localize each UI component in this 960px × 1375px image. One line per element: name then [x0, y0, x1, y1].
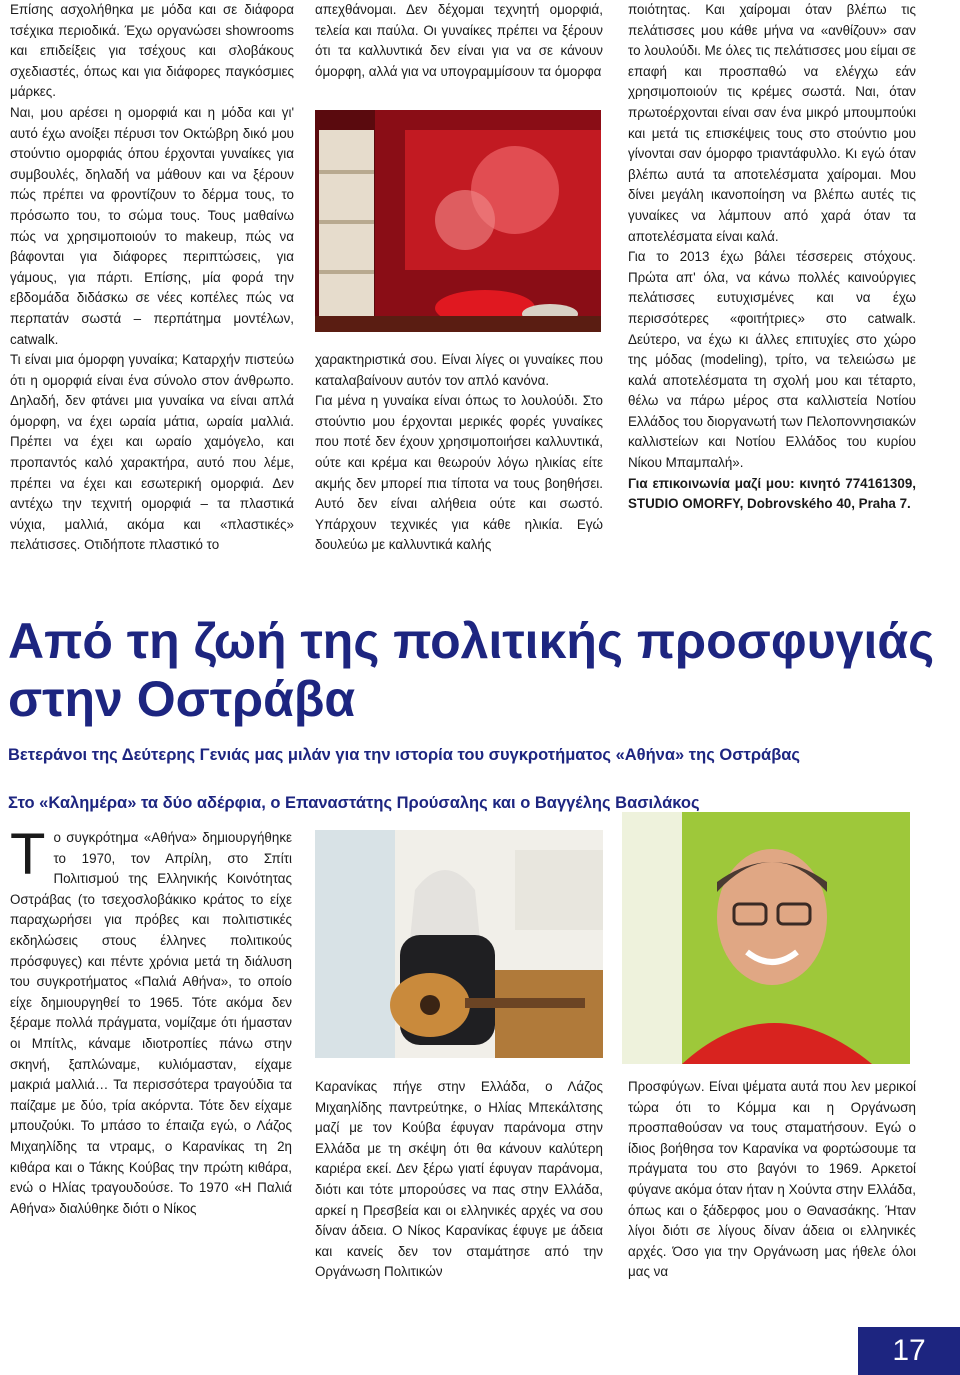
showroom-photo: [315, 110, 601, 332]
paragraph: Επίσης ασχολήθηκα με μόδα και σε διάφορα τσέχικα περιοδικά. Έχω οργανώσει showrooms και επιδείξεις για τσέχους και σλοβάκους σχεδιαστές, όπως και για διάφορες παγκόσμιες μάρκες.: [10, 2, 294, 100]
showroom-illustration: [315, 110, 601, 332]
paragraph: ποιότητας. Και χαίρομαι όταν βλέπω τις πελάτισσες μου κάθε μήνα να «ανθίζουν» σαν το λουλούδι. Με όλες τις πελάτισσες μου είμαι σε επαφή και προσπαθώ να ελέγχω εάν χρησιμοποιούν τις κρέμες σωστά. Ναι, όταν πρωτοέρχονται είναι σαν ένα μικρό μπουμπούκι και μετά τις επισκέψεις τους στο στούντιο μου γίνονται σαν όμορφο τριαντάφυλλο. Κι εγώ όταν βλέπω αυτά τα αποτελέσματα χαίρομαι. Μου δίνει μεγάλη ικανοποίηση να βλέπω αυτές τις γυναίκες να λάμπουν από χαρά όταν τα αποτελέσματα είναι καλά.: [628, 2, 916, 244]
paragraph: Για μένα η γυναίκα είναι όπως το λουλούδι. Στο στούντιο μου έρχονται μερικές φορές γυναίκες που ποτέ δεν έχουν χρησιμοποιήσει καλλυντικά, ούτε και κρέμα και θεωρούν λόγω ηλικίας είτε ακμής δεν μπορεί πια τίποτα να τους βοηθήσει. Αυτό δεν είναι αλήθεια ούτε και σωστό. Υπάρχουν τεχνικές για κάθε ηλικία. Εγώ δουλεύω με καλλυντικά καλής: [315, 393, 603, 553]
drop-cap: Τ: [10, 822, 46, 887]
contact-info: Για επικοινωνία μαζί μου: κινητό 774161309, STUDIO OMORFY, Dobrovského 40, Praha 7.: [628, 475, 916, 512]
paragraph: Προσφύγων. Είναι ψέματα αυτά που λεν μερικοί τώρα ότι το Κόμμα και η Οργάνωση προσπαθούσαν να τους σταματήσουν. Εγώ ο ίδιος βοήθησα τον Καρανίκα να φορτώσουμε τα πράγματα του στο βαγόνι το 1969. Αρκετοί φύγανε ακόμα όταν ήταν η Χούντα στην Ελλάδα, όπως και ο ξάδερφος μου ο Θανασάκης. Ήταν λίγοι διότι σε λίγους δίναν άδεια οι ελληνικές αρχές. Όσο για την Οργάνωση μας ήθελε όλοι μας να: [628, 1079, 916, 1280]
text-column-1: [10, 0, 294, 556]
text-column-2-top: [315, 0, 603, 82]
page-number: 17: [858, 1327, 960, 1375]
paragraph: ο συγκρότημα «Αθήνα» δημιουργήθηκε το 1970, τον Απρίλη, στο Σπίτι Πολιτισμού της Ελληνικής Κοινότητας Οστράβας (το τσεχοσλοβάκικο κράτος το είχε παραχωρήσει για πρόβες και πολιτιστικές εκδηλώσεις στους έλληνες πολιτικούς πρόσφυγες) και πέντε χρόνια μετά τη διάλυση του συγκροτήματος «Παλιά Αθήνα», το οποίο είχε δημιουργηθεί το 1965. Τότε ακόμα δεν ξέραμε πολλά πράγματα, νομίζαμε ότι ήμασταν οι Μπίτλς, κάναμε ιδιοτροπίες πάνω στην σκηνή, ξαπλώναμε, κυλιόμασταν, είχαμε μακριά μαλλιά… Τα περισσότερα τραγούδια τα παίζαμε με δύο, τρία ακόρντα. Τότε δεν είχαμε μπουζούκι. Το μπάσο το έπαιζα εγώ, ο Λάζος Μιχαηλίδης τα ντραμς, ο Καρανίκας τη 2η κιθάρα και ο Τάκης Κούβας την πρώτη κιθάρα, ενώ ο Ηλίας τραγουδούσε. Το 1970 «Η Παλιά Αθήνα» διαλύθηκε διότι ο Νίκος: [10, 830, 292, 1216]
paragraph: Καρανίκας πήγε στην Ελλάδα, ο Λάζος Μιχαηλίδης παντρεύτηκε, ο Ηλίας Μπεκάλτσης μαζί με τον Κούβα έφυγαν παράνομα στην Ελλάδα με τη σκέψη ότι θα κάνουν καλύτερη καριέρα εκεί. Δεν ξέρω γιατί έφυγαν παράνομα, διότι και τότε μπορούσες να πας στην Ελλάδα, αρκεί η Πρεσβεία και οι ελληνικές αρχές να σου δίναν άδεια. Ο Νίκος Καρανίκας έφυγε με άδεια και κανείς δεν τον σταμάτησε από την Οργάνωση Πολιτικών: [315, 1079, 603, 1280]
article-headline: Από τη ζωή της πολιτικής προσφυγιάς στην Οστράβα: [8, 613, 935, 727]
article-subheading: Βετεράνοι της Δεύτερης Γενιάς μας μιλάν για την ιστορία του συγκροτήματος «Αθήνα» της Οστράβας: [8, 746, 800, 764]
paragraph: Για το 2013 έχω βάλει τέσσερεις στόχους. Πρώτα απ' όλα, να κάνω πολλές καινούργιες πελάτισσες ευτυχισμένες και να έχω περισσότερες «φοιτήτριες» στο catwalk. Δεύτερο, να έχω κι άλλες επιτυχίες στο χώρο της μόδας (modeling), τρίτο, να τελειώσω με καλά αποτελέσματα τη σχολή μου και τέταρτο, θέλω να πάρω μέρος στα καλλιστεία Νοτίου Ελλάδος του διοργανωτή των Πελοποννησιακών καλλιστείων και Νοτίου Ελλάδος του κυρίου Νίκου Μπαμπαλή».: [628, 249, 916, 471]
guitarist-illustration: [315, 830, 603, 1058]
paragraph: απεχθάνομαι. Δεν δέχομαι τεχνητή ομορφιά, τελεία και παύλα. Οι γυναίκες πρέπει να ξέρουν ότι τα καλλυντικά δεν είναι για να σε κάνουν όμορφη, αλλά για να υπογραμμίσουν τα όμορφα: [315, 2, 603, 79]
article-column-3: [628, 1077, 916, 1283]
paragraph: Ναι, μου αρέσει η ομορφιά και η μόδα και γι' αυτό έχω ανοίξει πέρυσι τον Οκτώβρη δικό μου στούντιο ομορφιάς όπου έρχονται γυναίκες για συμβουλές, δηλαδή να μάθουν και να ξέρουν πώς πρέπει να φροντίζουν το δέρμα τους, το πρόσωπο του, το σώμα τους. Τους μαθαίνω πώς να χρησιμοποιούν το makeup, πώς να βάφονται για διάφορες περιπτώσεις, για γάμους, για πάρτι. Επίσης, μία φορά την εβδομάδα διδάσκω σε νέες κοπέλες πώς να περπατάν σωστά – περπάτημα μοντέλων, catwalk.: [10, 104, 294, 347]
portrait-illustration: [622, 812, 910, 1064]
article-column-1: [10, 822, 292, 1219]
portrait-photo: [622, 812, 910, 1064]
text-column-2-bottom: [315, 350, 603, 556]
paragraph: χαρακτηριστικά σου. Είναι λίγες οι γυναίκες που καταλαβαίνουν αυτόν τον απλό κανόνα.: [315, 352, 603, 388]
text-column-3: [628, 0, 916, 515]
article-subheading-2: Στο «Καλημέρα» τα δύο αδέρφια, ο Επαναστάτης Προύσαλης και ο Βαγγέλης Βασιλάκος: [8, 794, 700, 812]
paragraph: Τι είναι μια όμορφη γυναίκα; Καταρχήν πιστεύω ότι η ομορφιά είναι ένα σύνολο στον άνθρωπο. Δηλαδή, δεν φτάνει μια γυναίκα να είναι απλά όμορφη, να έχει ωραία μάτια, ωραία μαλλιά. Πρέπει να έχει και ωραίο χαμόγελο, και προπαντός καλό χαρακτήρα, αυτό που λέμε, πρέπει να έχει και εσωτερική ομορφιά. Δεν αντέχω την τεχνιτή ομορφιά – τα πλαστικά νύχια, μαλλιά, ακόμα και «πλαστικές» πελάτισσες. Οτιδήποτε πλαστικό το: [10, 352, 294, 553]
guitarist-photo: [315, 830, 603, 1058]
article-column-2: [315, 1077, 603, 1283]
